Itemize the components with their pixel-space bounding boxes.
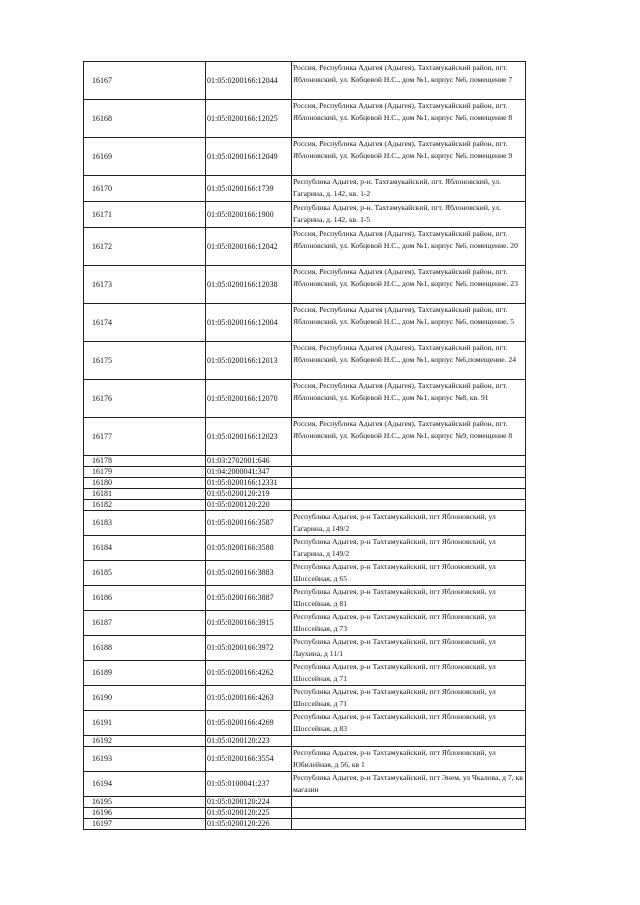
table-row (84, 661, 526, 686)
table-row (84, 808, 526, 819)
address-cell (292, 736, 526, 747)
address-cell: Республика Адыгея, р-н Тахтамукайский, пгт Яблоновский, ул Лаухина, д 11/1 (292, 636, 526, 661)
table-row (84, 228, 526, 266)
table-row (84, 489, 526, 500)
table-row (84, 586, 526, 611)
table-row (84, 467, 526, 478)
cadastral-number: 01:05:0200166:12331 (206, 478, 292, 489)
table-row (84, 478, 526, 489)
address-cell: Россия, Республика Адыгея (Адыгея), Тахтамукайский район, пгт. Яблоновский, ул. Кобцевой Н.С., дом №1, корпус №6, помещение 8 (292, 100, 526, 138)
address-cell: Республика Адыгея, р-н. Тахтамукайский, пгт. Яблоновский, ул. Гагарина, д. 142, кв. 1-2 (292, 176, 526, 202)
address-cell (292, 797, 526, 808)
cadastral-number: 01:05:0200166:12013 (206, 342, 292, 380)
cadastral-number: 01:05:0200166:3588 (206, 536, 292, 561)
row-number: 16186 (84, 586, 206, 611)
address-cell: Россия, Республика Адыгея (Адыгея), Тахтамукайский район, пгт. Яблоновский, ул. Кобцевой Н.С., дом №1, корпус №6, помещение 7 (292, 62, 526, 100)
cadastral-number: 01:05:0200166:3554 (206, 747, 292, 772)
address-cell: Россия, Республика Адыгея (Адыгея), Тахтамукайский район, пгт. Яблоновский, ул. Кобцевой Н.С., дом №1, корпус №8, кв. 91 (292, 380, 526, 418)
cadastral-number: 01:05:0200166:12004 (206, 304, 292, 342)
row-number: 16173 (84, 266, 206, 304)
address-cell: Республика Адыгея, р-н Тахтамукайский, пгт Яблоновский, ул Юбилейная, д 56, кв 1 (292, 747, 526, 772)
address-cell: Республика Адыгея, р-н Тахтамукайский, пгт Энем, ул Чкалова, д 7, кв магазин (292, 772, 526, 797)
address-cell: Россия, Республика Адыгея (Адыгея), Тахтамукайский район, пгт. Яблоновский, ул. Кобцевой Н.С., дом №1, корпус №6, помещение 9 (292, 138, 526, 176)
address-cell: Россия, Республика Адыгея (Адыгея), Тахтамукайский район, пгт. Яблоновский, ул. Кобцевой Н.С., дом №1, корпус №6,помещение. 24 (292, 342, 526, 380)
table-row (84, 202, 526, 228)
row-number: 16190 (84, 686, 206, 711)
cadastral-number: 01:05:0200166:12070 (206, 380, 292, 418)
table-row (84, 611, 526, 636)
address-cell: Республика Адыгея, р-н Тахтамукайский, пгт Яблоновский, ул Гагарина, д 149/2 (292, 536, 526, 561)
cadastral-number: 01:05:0200120:219 (206, 489, 292, 500)
row-number: 16187 (84, 611, 206, 636)
address-cell (292, 500, 526, 511)
row-number: 16169 (84, 138, 206, 176)
address-cell: Россия, Республика Адыгея (Адыгея), Тахтамукайский район, пгт. Яблоновский, ул. Кобцевой Н.С., дом №1, корпус №6, помещение. 20 (292, 228, 526, 266)
table-row (84, 342, 526, 380)
table-row (84, 797, 526, 808)
address-cell (292, 478, 526, 489)
address-cell: Россия, Республика Адыгея (Адыгея), Тахтамукайский район, пгт. Яблоновский, ул. Кобцевой Н.С., дом №1, корпус №6, помещение. 23 (292, 266, 526, 304)
table-row (84, 536, 526, 561)
cadastral-number: 01:05:0200166:12023 (206, 418, 292, 456)
table-row (84, 772, 526, 797)
cadastral-number: 01:05:0200166:3587 (206, 511, 292, 536)
address-cell: Россия, Республика Адыгея (Адыгея), Тахтамукайский район, пгт. Яблоновский, ул. Кобцевой Н.С., дом №1, корпус №9, помещение 8 (292, 418, 526, 456)
row-number: 16181 (84, 489, 206, 500)
table-row (84, 176, 526, 202)
table-row (84, 456, 526, 467)
cadastral-number: 01:05:0200166:12044 (206, 62, 292, 100)
cadastral-number: 01:05:0200166:1900 (206, 202, 292, 228)
row-number: 16185 (84, 561, 206, 586)
cadastral-number: 01:05:0100041:237 (206, 772, 292, 797)
row-number: 16177 (84, 418, 206, 456)
table-row (84, 686, 526, 711)
row-number: 16179 (84, 467, 206, 478)
row-number: 16195 (84, 797, 206, 808)
address-cell: Республика Адыгея, р-н Тахтамукайский, пгт Яблоновский, ул Гагарина, д 149/2 (292, 511, 526, 536)
cadastral-number: 01:05:0200166:12038 (206, 266, 292, 304)
row-number: 16168 (84, 100, 206, 138)
cadastral-number: 01:05:0200166:4263 (206, 686, 292, 711)
cadastral-number: 01:05:0200120:225 (206, 808, 292, 819)
row-number: 16197 (84, 819, 206, 830)
address-cell (292, 808, 526, 819)
cadastral-number: 01:05:0200166:4262 (206, 661, 292, 686)
table-row (84, 561, 526, 586)
cadastral-number: 01:05:0200166:12042 (206, 228, 292, 266)
table-row (84, 304, 526, 342)
cadastral-number: 01:05:0200166:12025 (206, 100, 292, 138)
row-number: 16191 (84, 711, 206, 736)
address-cell: Россия, Республика Адыгея (Адыгея), Тахтамукайский район, пгт. Яблоновский, ул. Кобцевой Н.С., дом №1, корпус №6, помещение. 5 (292, 304, 526, 342)
row-number: 16178 (84, 456, 206, 467)
row-number: 16171 (84, 202, 206, 228)
table-row (84, 100, 526, 138)
address-cell: Республика Адыгея, р-н Тахтамукайский, пгт Яблоновский, ул Шоссейная, д 81 (292, 586, 526, 611)
row-number: 16188 (84, 636, 206, 661)
address-cell: Республика Адыгея, р-н Тахтамукайский, пгт Яблоновский, ул Шоссейная, д 83 (292, 711, 526, 736)
cadastral-number: 01:05:0200166:3887 (206, 586, 292, 611)
table-row (84, 380, 526, 418)
cadastral-number: 01:04:2000041:347 (206, 467, 292, 478)
address-cell: Республика Адыгея, р-н Тахтамукайский, пгт Яблоновский, ул Шоссейная, д 65 (292, 561, 526, 586)
row-number: 16176 (84, 380, 206, 418)
cadastral-number: 01:05:0200120:220 (206, 500, 292, 511)
cadastral-number: 01:03:2702001:646 (206, 456, 292, 467)
row-number: 16196 (84, 808, 206, 819)
address-cell (292, 456, 526, 467)
address-cell (292, 489, 526, 500)
address-cell: Республика Адыгея, р-н Тахтамукайский, пгт Яблоновский, ул Шоссейная, д 71 (292, 686, 526, 711)
cadastral-number: 01:05:0200120:224 (206, 797, 292, 808)
address-cell: Республика Адыгея, р-н Тахтамукайский, пгт Яблоновский, ул Шоссейная, д 71 (292, 661, 526, 686)
row-number: 16184 (84, 536, 206, 561)
address-cell: Республика Адыгея, р-н Тахтамукайский, пгт Яблоновский, ул Шоссейная, д 73 (292, 611, 526, 636)
table-row (84, 500, 526, 511)
cadastral-number: 01:05:0200166:1739 (206, 176, 292, 202)
registry-table (83, 61, 526, 830)
table-row (84, 138, 526, 176)
table-row (84, 266, 526, 304)
cadastral-number: 01:05:0200166:4269 (206, 711, 292, 736)
row-number: 16194 (84, 772, 206, 797)
cadastral-number: 01:05:0200166:3972 (206, 636, 292, 661)
cadastral-number: 01:05:0200120:223 (206, 736, 292, 747)
table-row (84, 711, 526, 736)
table-row (84, 747, 526, 772)
cadastral-number: 01:05:0200120:226 (206, 819, 292, 830)
cadastral-number: 01:05:0200166:12049 (206, 138, 292, 176)
registry-table-body (84, 62, 526, 830)
row-number: 16174 (84, 304, 206, 342)
table-row (84, 636, 526, 661)
row-number: 16175 (84, 342, 206, 380)
address-cell (292, 819, 526, 830)
address-cell: Республика Адыгея, р-н. Тахтамукайский, пгт. Яблоновский, ул. Гагарина, д. 142, кв. 1-5 (292, 202, 526, 228)
row-number: 16183 (84, 511, 206, 536)
cadastral-number: 01:05:0200166:3883 (206, 561, 292, 586)
table-row (84, 736, 526, 747)
row-number: 16189 (84, 661, 206, 686)
row-number: 16180 (84, 478, 206, 489)
table-row (84, 819, 526, 830)
table-row (84, 418, 526, 456)
table-row (84, 511, 526, 536)
row-number: 16192 (84, 736, 206, 747)
row-number: 16167 (84, 62, 206, 100)
row-number: 16170 (84, 176, 206, 202)
row-number: 16182 (84, 500, 206, 511)
row-number: 16193 (84, 747, 206, 772)
address-cell (292, 467, 526, 478)
row-number: 16172 (84, 228, 206, 266)
table-row (84, 62, 526, 100)
cadastral-number: 01:05:0200166:3915 (206, 611, 292, 636)
